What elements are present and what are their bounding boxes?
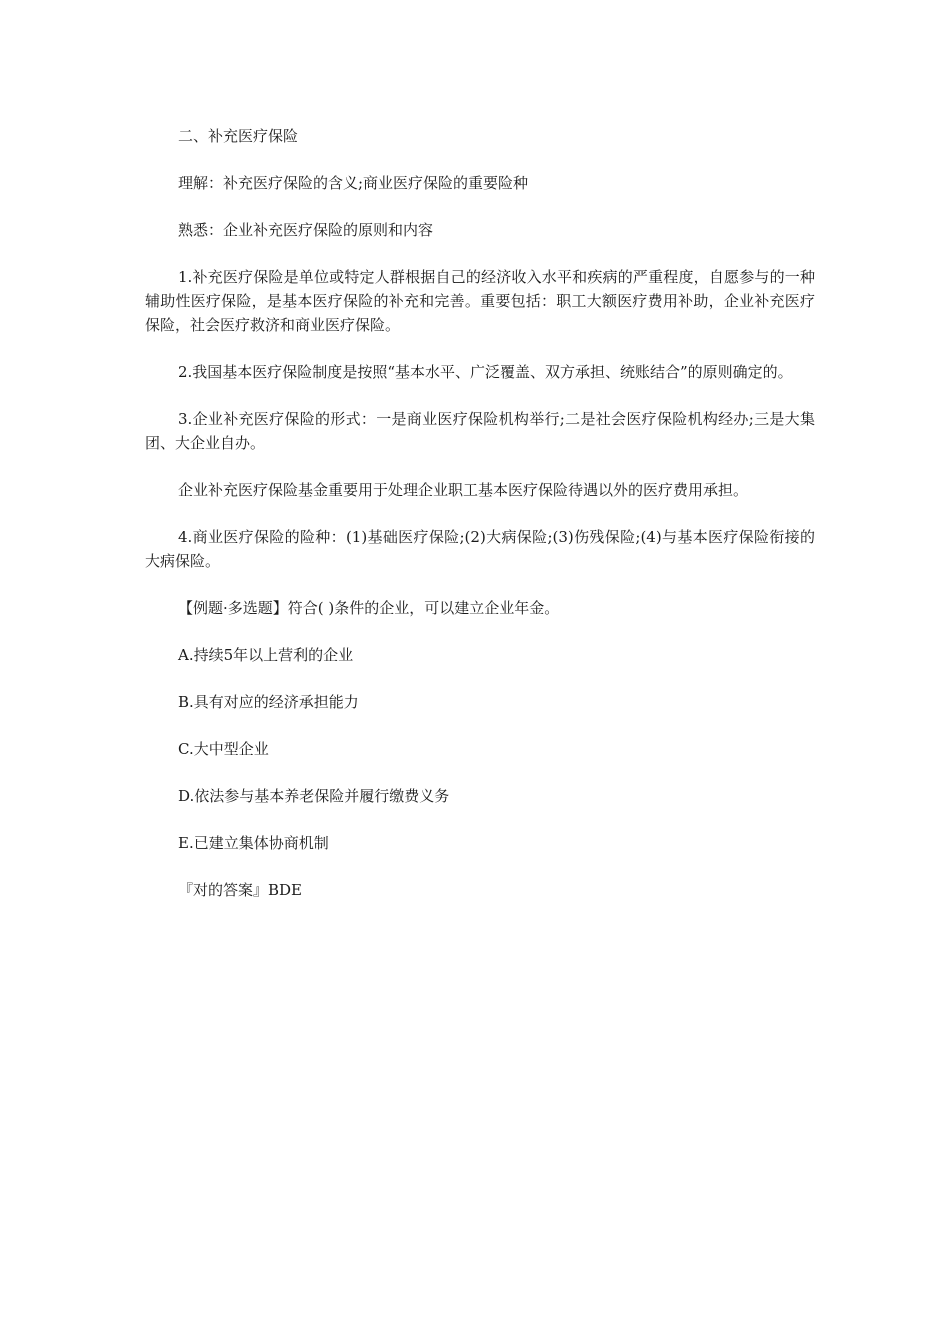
option-b: B.具有对应的经济承担能力	[178, 693, 359, 711]
option-d: D.依法参与基本养老保险并履行缴费义务	[178, 787, 450, 805]
point-1: 1.补充医疗保险是单位或特定人群根据自己的经济收入水平和疾病的严重程度，自愿参与的一种辅助性医疗保险，是基本医疗保险的补充和完善。重要包括：职工大额医疗费用补助，企业补充医疗保险，社会医疗救济和商业医疗保险。	[145, 268, 815, 334]
option-c: C.大中型企业	[178, 740, 269, 758]
point-3: 3.企业补充医疗保险的形式：一是商业医疗保险机构举行;二是社会医疗保险机构经办;三是大集团、大企业自办。	[145, 410, 815, 452]
option-e: E.已建立集体协商机制	[178, 834, 329, 852]
document-body	[145, 124, 815, 925]
answer-line: 『对的答案』BDE	[178, 881, 302, 899]
point-2: 2.我国基本医疗保险制度是按照“基本水平、广泛覆盖、双方承担、统账结合”的原则确定的。	[178, 363, 793, 381]
option-a: A.持续5年以上营利的企业	[178, 646, 354, 664]
point-3-note: 企业补充医疗保险基金重要用于处理企业职工基本医疗保险待遇以外的医疗费用承担。	[178, 481, 749, 499]
familiar-line: 熟悉：企业补充医疗保险的原则和内容	[178, 221, 434, 239]
section-title: 二、补充医疗保险	[178, 127, 299, 145]
example-question: 【例题·多选题】符合( )条件的企业，可以建立企业年金。	[178, 599, 560, 617]
understand-line: 理解：补充医疗保险的含义;商业医疗保险的重要险种	[178, 174, 529, 192]
point-4: 4.商业医疗保险的险种：(1)基础医疗保险;(2)大病保险;(3)伤残保险;(4)与基本医疗保险衔接的大病保险。	[145, 528, 815, 570]
